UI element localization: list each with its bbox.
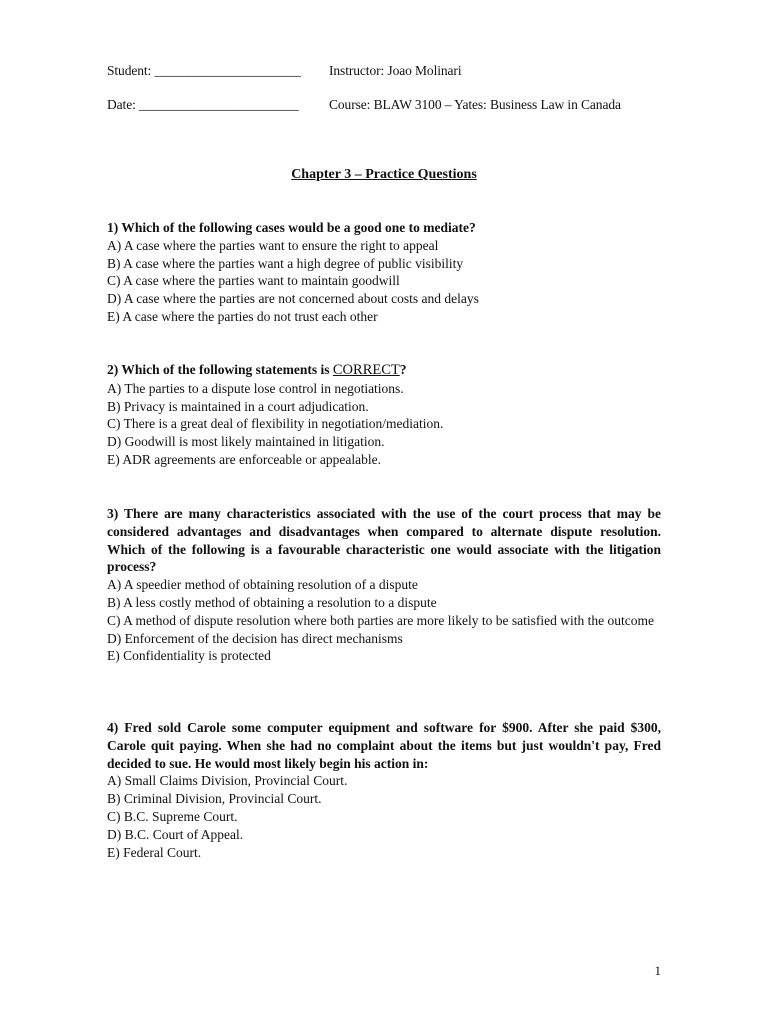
answer-option: C) A case where the parties want to maintain goodwill	[107, 273, 400, 289]
question-4	[107, 719, 661, 861]
page-number: 1	[654, 963, 661, 978]
date-blank: ________________________	[139, 97, 299, 112]
answer-option: E) Federal Court.	[107, 844, 202, 860]
student-label: Student:	[107, 63, 152, 78]
answer-option: B) A case where the parties want a high degree of public visibility	[107, 255, 464, 271]
header-row-date	[107, 97, 621, 113]
question-stem-emphasis: CORRECT	[332, 362, 400, 378]
question-stem: 4) Fred sold Carole some computer equipment and software for $900. After she paid $300, Carole quit paying. When she had no complaint about the items but just wouldn't pay, Fred decided to sue. He would most likely begin his action in:	[107, 720, 661, 771]
answer-option: D) Enforcement of the decision has direct mechanisms	[107, 630, 403, 646]
answer-option: A) The parties to a dispute lose control in negotiations.	[107, 380, 404, 396]
page-title: Chapter 3 – Practice Questions	[291, 167, 477, 182]
answer-option: D) Goodwill is most likely maintained in litigation.	[107, 434, 385, 450]
answer-option: A) A case where the parties want to ensure the right to appeal	[107, 237, 439, 253]
question-stem: 1) Which of the following cases would be a good one to mediate?	[107, 220, 476, 235]
answer-option: E) ADR agreements are enforceable or appealable.	[107, 451, 381, 467]
header-row-student	[107, 63, 462, 79]
date-label: Date:	[107, 97, 136, 112]
student-blank: ______________________	[154, 63, 301, 78]
question-stem-end: ?	[399, 362, 407, 377]
answer-option: B) Criminal Division, Provincial Court.	[107, 791, 322, 807]
answer-option: B) Privacy is maintained in a court adjudication.	[107, 398, 369, 414]
answer-option: E) A case where the parties do not trust each other	[107, 308, 378, 324]
question-1	[107, 219, 661, 326]
answer-option: A) Small Claims Division, Provincial Court.	[107, 773, 348, 789]
answer-option: B) A less costly method of obtaining a resolution to a dispute	[107, 594, 437, 610]
question-3	[107, 505, 661, 665]
answer-option: C) B.C. Supreme Court.	[107, 808, 238, 824]
answer-option: E) Confidentiality is protected	[107, 648, 271, 664]
question-stem-start: 2) Which of the following statements is	[107, 362, 333, 377]
answer-option: D) B.C. Court of Appeal.	[107, 826, 244, 842]
question-stem	[107, 361, 661, 380]
answer-option: A) A speedier method of obtaining resolution of a dispute	[107, 577, 418, 593]
answer-option: C) There is a great deal of flexibility in negotiation/mediation.	[107, 416, 444, 432]
question-stem: 3) There are many characteristics associated with the use of the court process that may be considered advantages and disadvantages when compared to alternate dispute resolution. Which of the following is a favourable characteristic one would associate with the litigation process?	[107, 506, 661, 575]
course-text: Course: BLAW 3100 – Yates: Business Law in Canada	[329, 97, 621, 112]
question-2	[107, 361, 661, 469]
instructor-text: Instructor: Joao Molinari	[329, 63, 462, 78]
answer-option: C) A method of dispute resolution where both parties are more likely to be satisfied with the outcome	[107, 612, 655, 628]
answer-option: D) A case where the parties are not concerned about costs and delays	[107, 291, 479, 307]
